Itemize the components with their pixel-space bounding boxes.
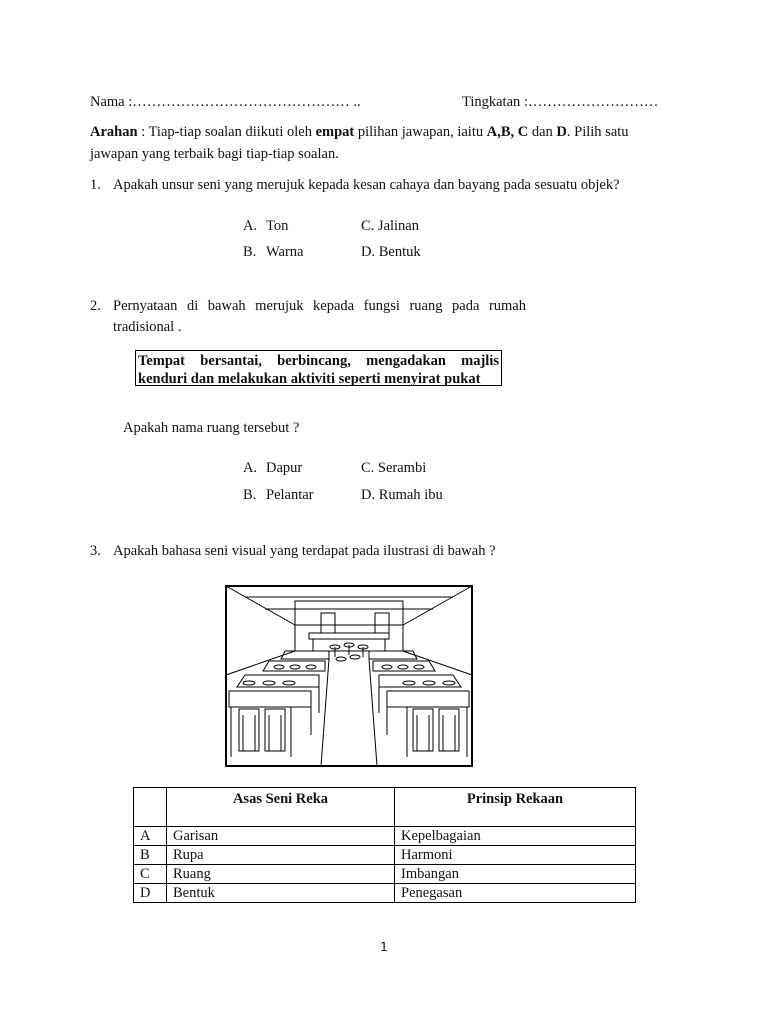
instructions-text3: dan (528, 124, 557, 140)
instructions-text4: . Pilih satu (566, 124, 629, 140)
row-prinsip: Imbangan (395, 865, 636, 884)
row-letter: C (134, 865, 167, 884)
q2-option-d-letter: D. (361, 487, 376, 503)
q1-option-b (243, 244, 304, 261)
q1-option-b-letter: B. (243, 244, 257, 260)
instructions-line1 (90, 124, 629, 141)
row-prinsip: Harmoni (395, 846, 636, 865)
row-letter: B (134, 846, 167, 865)
q1-option-b-text: Warna (266, 244, 304, 260)
q2-option-c (361, 460, 426, 477)
table-header-row (134, 788, 636, 827)
instructions-bold-d: D (556, 124, 567, 140)
q2-option-c-letter: C. (361, 460, 375, 476)
row-prinsip: Penegasan (395, 884, 636, 903)
row-letter: D (134, 884, 167, 903)
instructions-label: Arahan (90, 124, 138, 140)
q1-option-d-letter: D. (361, 244, 376, 260)
row-asas: Rupa (167, 846, 395, 865)
q1-option-c-letter: C. (361, 218, 375, 234)
q2-option-b-letter: B. (243, 487, 257, 503)
q2-option-b (243, 487, 314, 504)
q2-option-a-letter: A. (243, 460, 258, 476)
table-header-prinsip: Prinsip Rekaan (395, 788, 636, 827)
table-header-asas: Asas Seni Reka (167, 788, 395, 827)
q1-option-a (243, 218, 289, 235)
instructions-line2: jawapan yang terbaik bagi tiap-tiap soalan. (90, 146, 339, 162)
q1-text: Apakah unsur seni yang merujuk kepada kesan cahaya dan bayang pada sesuatu objek? (113, 177, 620, 193)
left-desks (229, 651, 329, 757)
q2-number: 2. (90, 298, 101, 314)
q2-option-a-text: Dapur (266, 460, 303, 476)
answer-table (133, 787, 636, 903)
instructions-text2: pilihan jawapan, iaitu (354, 124, 487, 140)
instructions-bold-abc: A,B, C (486, 124, 529, 140)
row-asas: Garisan (167, 827, 395, 846)
q1-option-d (361, 244, 421, 261)
row-prinsip: Kepelbagaian (395, 827, 636, 846)
right-desks (369, 651, 469, 757)
table-row (134, 846, 636, 865)
instructions-text1: : Tiap-tiap soalan diikuti oleh (137, 124, 316, 140)
table-row (134, 827, 636, 846)
q2-box-line1: Tempat bersantai, berbincang, mengadakan majlis (138, 353, 499, 369)
table-header-blank (134, 788, 167, 827)
row-letter: A (134, 827, 167, 846)
table-row (134, 865, 636, 884)
name-field: Nama :……………………………………… .. (90, 94, 361, 110)
q1-option-a-letter: A. (243, 218, 258, 234)
q1-option-d-text: Bentuk (378, 244, 421, 260)
row-asas: Bentuk (167, 884, 395, 903)
q1-option-c (361, 218, 419, 235)
q3-text: Apakah bahasa seni visual yang terdapat pada ilustrasi di bawah ? (113, 543, 496, 559)
q1-option-a-text: Ton (266, 218, 289, 234)
table-row (134, 884, 636, 903)
instructions-bold-empat: empat (315, 124, 355, 140)
q2-box-line2: kenduri dan melakukan aktiviti seperti menyirat pukat (138, 371, 481, 387)
q2-option-d (361, 487, 443, 504)
q1-number: 1. (90, 177, 101, 193)
row-asas: Ruang (167, 865, 395, 884)
q2-line1: Pernyataan di bawah merujuk kepada fungsi ruang pada rumah (113, 298, 526, 314)
q2-option-d-text: Rumah ibu (378, 487, 443, 503)
q2-question: Apakah nama ruang tersebut ? (123, 420, 300, 436)
q1-option-c-text: Jalinan (377, 218, 419, 234)
page-number: 1 (380, 940, 388, 954)
q2-line2: tradisional . (113, 319, 182, 335)
q2-option-c-text: Serambi (377, 460, 427, 476)
q2-statement-box (135, 350, 502, 386)
q3-number: 3. (90, 543, 101, 559)
form-field: Tingkatan :……………………… (462, 94, 659, 110)
classroom-illustration (225, 585, 473, 767)
q2-option-b-text: Pelantar (266, 487, 314, 503)
q2-option-a (243, 460, 303, 477)
